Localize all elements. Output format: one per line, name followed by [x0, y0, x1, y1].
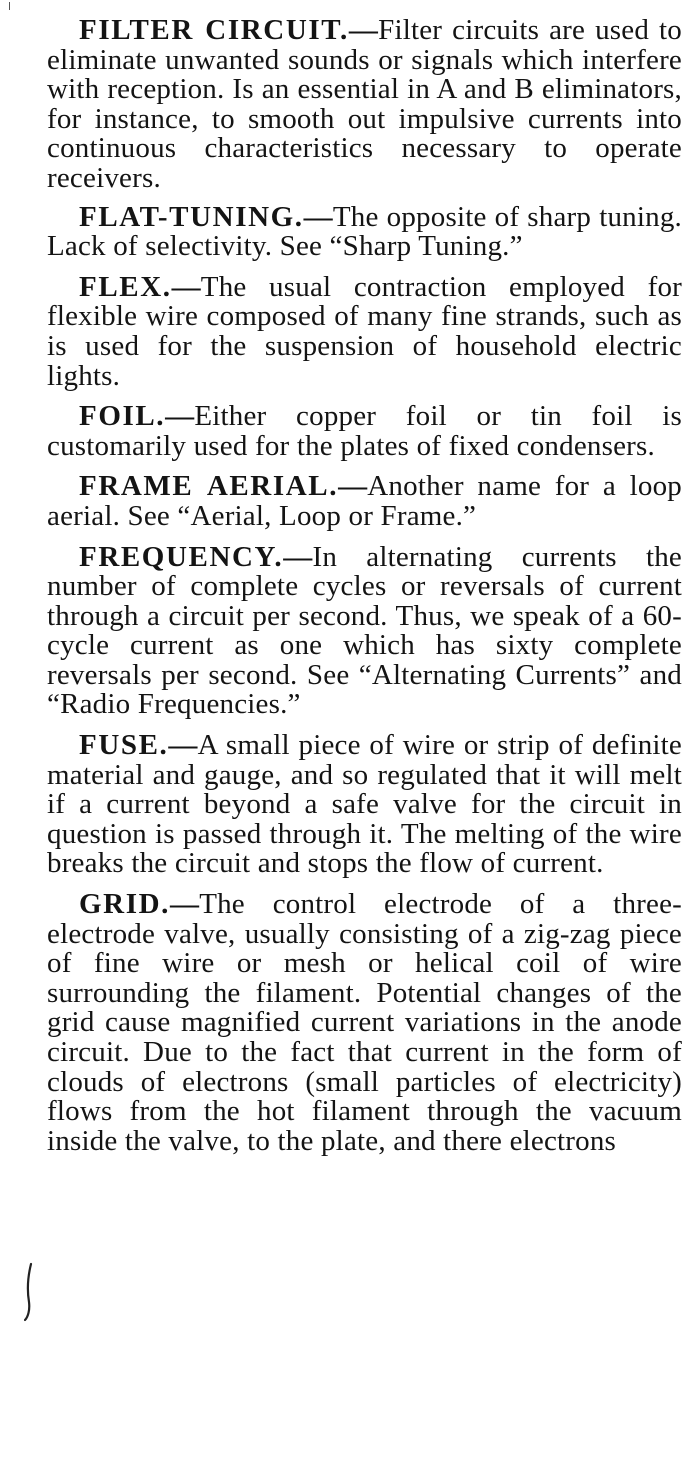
entry-frequency: [47, 540, 682, 721]
entry-flat-tuning: [47, 200, 682, 263]
em-dash: —: [168, 729, 198, 762]
em-dash: —: [303, 200, 333, 233]
entry-frame-aerial: [47, 472, 682, 531]
entry-definition: Either copper foil or tin foil is customarily used for the plates of fixed condensers.: [47, 400, 682, 462]
print-speck: [8, 2, 11, 10]
entry-fuse: [47, 731, 682, 879]
entry-term: FLAT-TUNING.: [79, 200, 304, 233]
entry-term: FLEX.: [79, 270, 172, 303]
entry-term: FOIL.: [79, 400, 166, 433]
entry-definition: Another name for a loop aerial. See “Aerial, Loop or Frame.”: [47, 470, 682, 532]
entry-definition: The opposite of sharp tuning. Lack of selectivity. See “Sharp Tuning.”: [47, 200, 682, 263]
em-dash: —: [338, 470, 368, 503]
em-dash: —: [169, 888, 200, 921]
entry-term: FRAME AERIAL.: [79, 470, 339, 503]
entry-definition: The usual contraction employed for flexible wire composed of many fine strands, such as is used for the suspension of household electric lights.: [47, 270, 682, 392]
em-dash: —: [348, 14, 379, 46]
em-dash: —: [165, 400, 195, 433]
entry-term: FILTER CIRCUIT.: [79, 14, 349, 46]
entry-grid: [47, 890, 682, 1156]
entry-term: FREQUENCY.: [79, 540, 284, 573]
entry-definition: A small piece of wire or strip of definite material and gauge, and so regulated that it will melt if a current beyond a safe valve for the circuit in question is passed through it. The melting of the wire breaks the circuit and stops the flow of current.: [47, 729, 682, 880]
entry-filter-circuit: [47, 16, 682, 194]
entry-term: FUSE.: [79, 729, 169, 762]
em-dash: —: [171, 270, 201, 303]
em-dash: —: [283, 540, 313, 573]
entry-definition: The control electrode of a three-electrode valve, usually consisting of a zig-zag piece of fine wire or mesh or helical coil of wire surrounding the filament. Potential changes of the grid cause magnified current variations in the anode circuit. Due to the fact that current in the form of clouds of electrons (small particles of electricity) flows from the hot filament through the vacuum inside the valve, to the plate, and there electrons: [47, 888, 682, 1157]
entry-term: GRID.: [79, 888, 170, 921]
entry-foil: [47, 402, 682, 461]
margin-pencil-mark: [24, 1262, 34, 1322]
entry-definition: Filter circuits are used to eliminate unwanted sounds or signals which interfere with reception. Is an essential in A and B eliminators, for instance, to smooth out impulsive currents into continuous characteristics necessary to operate receivers.: [47, 14, 683, 194]
entry-definition: In alternating currents the number of complete cycles or reversals of current through a circuit per second. Thus, we speak of a 60-cycle current as one which has sixty complete reversals per second. See “Alternating Currents” and “Radio Frequencies.”: [47, 540, 682, 721]
entry-flex: [47, 270, 682, 392]
